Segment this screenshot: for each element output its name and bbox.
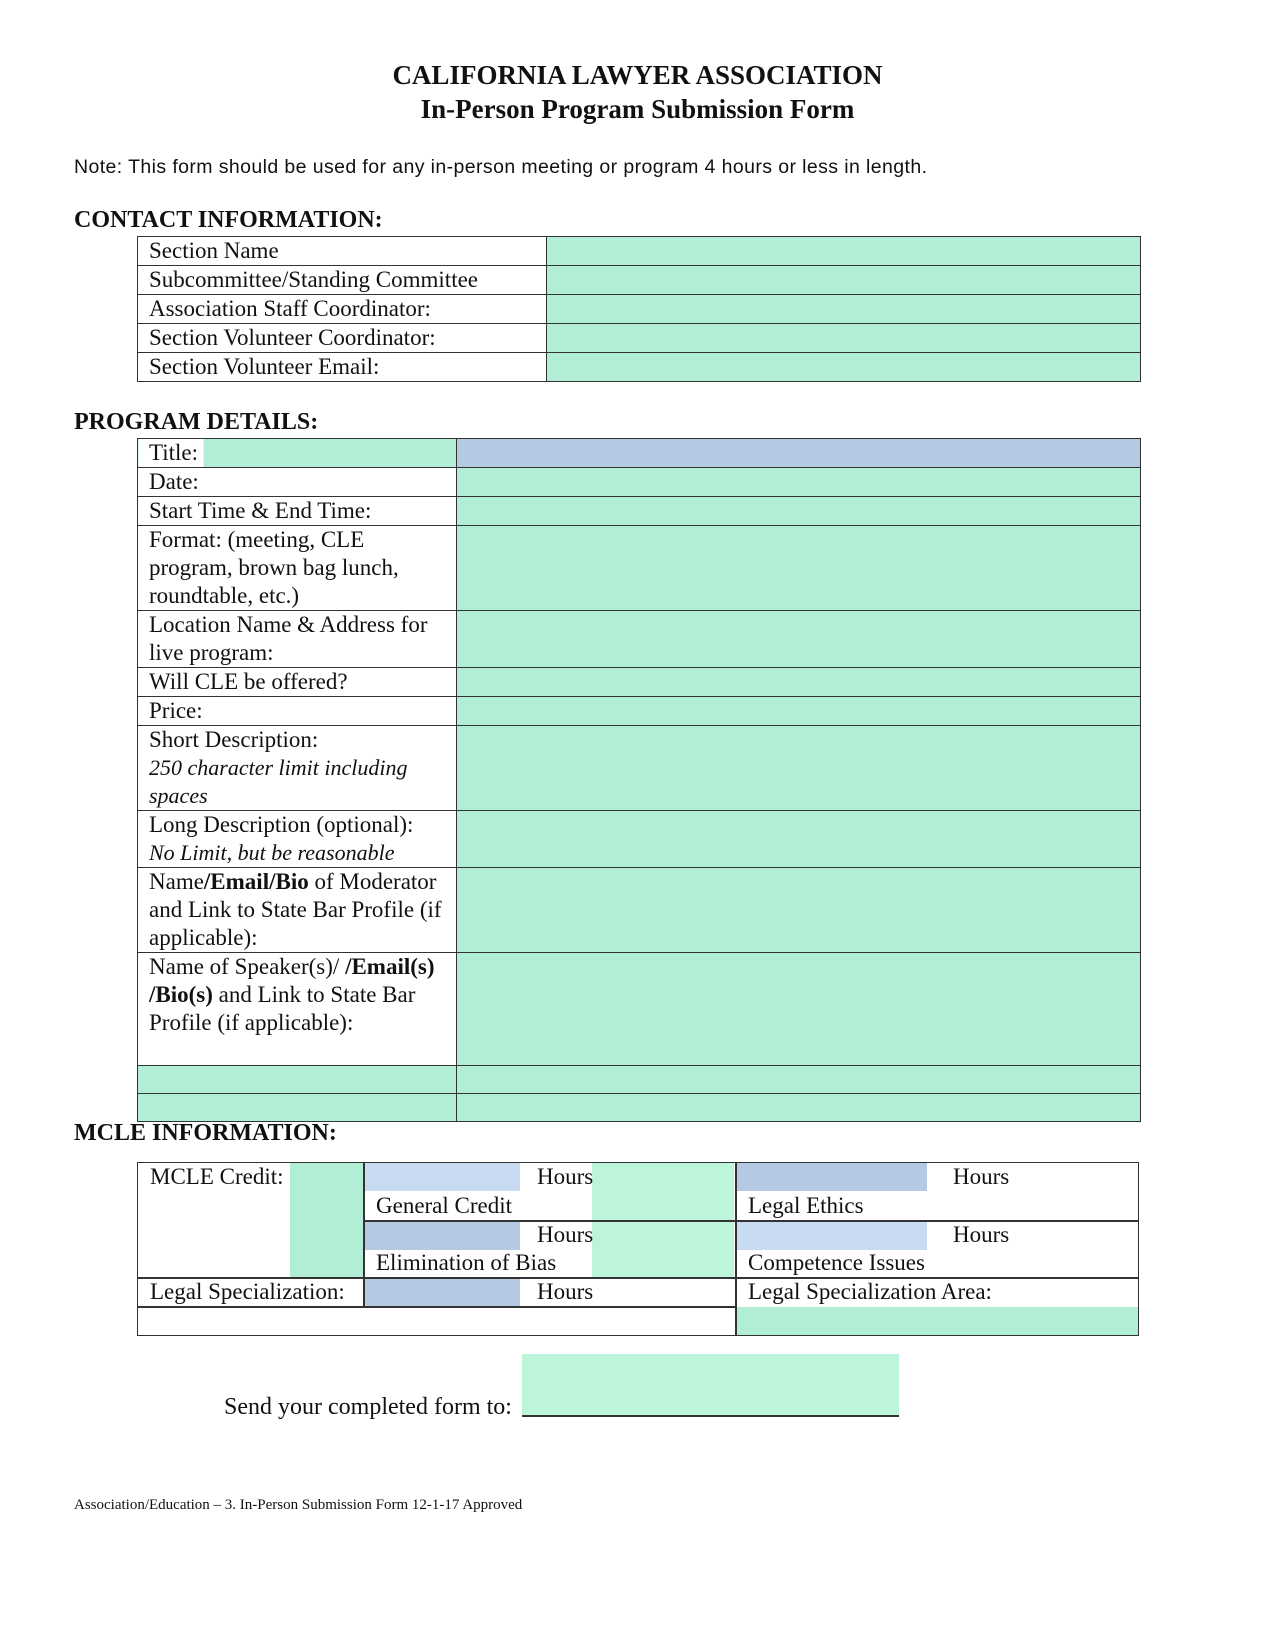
price-field[interactable] [457, 697, 1141, 726]
contact-heading: CONTACT INFORMATION: [74, 207, 383, 233]
general-hours-field[interactable] [365, 1163, 520, 1191]
section-name-field[interactable] [547, 237, 1141, 266]
ethics-hours-field[interactable] [737, 1163, 927, 1191]
program-heading: PROGRAM DETAILS: [74, 409, 319, 435]
staff-coordinator-label: Association Staff Coordinator: [138, 295, 547, 324]
volunteer-email-field[interactable] [547, 353, 1141, 382]
mcle-heading: MCLE INFORMATION: [74, 1120, 337, 1146]
date-field[interactable] [457, 468, 1141, 497]
divider [735, 1163, 737, 1335]
note-text: Note: This form should be used for any in-person meeting or program 4 hours or less in length. [74, 156, 928, 178]
time-label: Start Time & End Time: [138, 497, 457, 526]
date-label: Date: [138, 468, 457, 497]
short-desc-field[interactable] [457, 726, 1141, 811]
volunteer-email-label: Section Volunteer Email: [138, 353, 547, 382]
divider [363, 1163, 365, 1307]
long-desc-note: No Limit, but be reasonable [149, 840, 395, 865]
location-label: Location Name & Address for live program: [138, 611, 457, 668]
mcle-table [137, 1162, 1139, 1336]
competence-hours-label: Hours [953, 1222, 1010, 1247]
speaker-field[interactable] [457, 953, 1141, 1066]
moderator-field[interactable] [457, 868, 1141, 953]
general-credit-label: General Credit [376, 1193, 513, 1218]
location-field[interactable] [457, 611, 1141, 668]
speaker-label [138, 953, 457, 1066]
short-desc-note: 250 character limit including spaces [149, 755, 408, 808]
spec-area-label: Legal Specialization Area: [748, 1279, 992, 1304]
divider [138, 1306, 735, 1308]
competence-label: Competence Issues [748, 1250, 925, 1275]
spec-area-field[interactable] [737, 1307, 1138, 1335]
time-field[interactable] [457, 497, 1141, 526]
subcommittee-label: Subcommittee/Standing Committee [138, 266, 547, 295]
specialization-label: Legal Specialization: [150, 1279, 345, 1304]
org-title: CALIFORNIA LAWYER ASSOCIATION [392, 60, 883, 90]
cle-field[interactable] [457, 668, 1141, 697]
extra-label-2[interactable] [138, 1094, 457, 1122]
moderator-label [138, 868, 457, 953]
send-underline [522, 1415, 899, 1417]
title-label: Title: [138, 439, 457, 468]
format-field[interactable] [457, 526, 1141, 611]
moderator-label-b: /Email/Bio [203, 869, 309, 894]
volunteer-coordinator-label: Section Volunteer Coordinator: [138, 324, 547, 353]
general-hours-label: Hours [537, 1164, 594, 1189]
speaker-label-b: /Email(s) /Bio(s) [149, 954, 435, 1007]
long-desc-cell [138, 811, 457, 868]
send-label: Send your completed form to: [224, 1394, 512, 1420]
extra-field-2[interactable] [457, 1094, 1141, 1122]
specialization-hours-field[interactable] [365, 1279, 520, 1307]
mcle-credit-label: MCLE Credit: [150, 1164, 284, 1189]
ethics-hours-label: Hours [953, 1164, 1010, 1189]
competence-hours-field[interactable] [737, 1222, 927, 1250]
cle-label: Will CLE be offered? [138, 668, 457, 697]
extra-label-1[interactable] [138, 1066, 457, 1094]
long-desc-label: Long Description (optional): [149, 812, 414, 837]
moderator-label-c: of Moderator and Link to State Bar Profile (if applicable): [149, 869, 442, 950]
form-title: In-Person Program Submission Form [420, 94, 855, 124]
bias-label: Elimination of Bias [376, 1250, 557, 1275]
mcle-credit-field[interactable] [290, 1163, 363, 1278]
long-desc-field[interactable] [457, 811, 1141, 868]
extra-field-1[interactable] [457, 1066, 1141, 1094]
footer-text: Association/Education – 3. In-Person Submission Form 12-1-17 Approved [74, 1497, 523, 1513]
format-label: Format: (meeting, CLE program, brown bag lunch, roundtable, etc.) [138, 526, 457, 611]
divider [363, 1220, 1138, 1222]
short-desc-label: Short Description: [149, 727, 319, 752]
bias-hours-label: Hours [537, 1222, 594, 1247]
volunteer-coordinator-field[interactable] [547, 324, 1141, 353]
send-to-field[interactable] [522, 1354, 899, 1415]
contact-table [137, 236, 1141, 382]
speaker-label-a: Name of Speaker(s)/ [149, 954, 346, 979]
title-field[interactable] [457, 439, 1141, 468]
bias-hours-field[interactable] [365, 1222, 520, 1250]
staff-coordinator-field[interactable] [547, 295, 1141, 324]
short-desc-cell [138, 726, 457, 811]
program-table [137, 438, 1141, 1122]
speaker-label-c: and Link to State Bar Profile (if applicable): [149, 982, 416, 1035]
subcommittee-field[interactable] [547, 266, 1141, 295]
specialization-hours-label: Hours [537, 1279, 594, 1304]
section-name-label: Section Name [138, 237, 547, 266]
moderator-label-a: Name [149, 869, 204, 894]
price-label: Price: [138, 697, 457, 726]
ethics-label: Legal Ethics [748, 1193, 864, 1218]
